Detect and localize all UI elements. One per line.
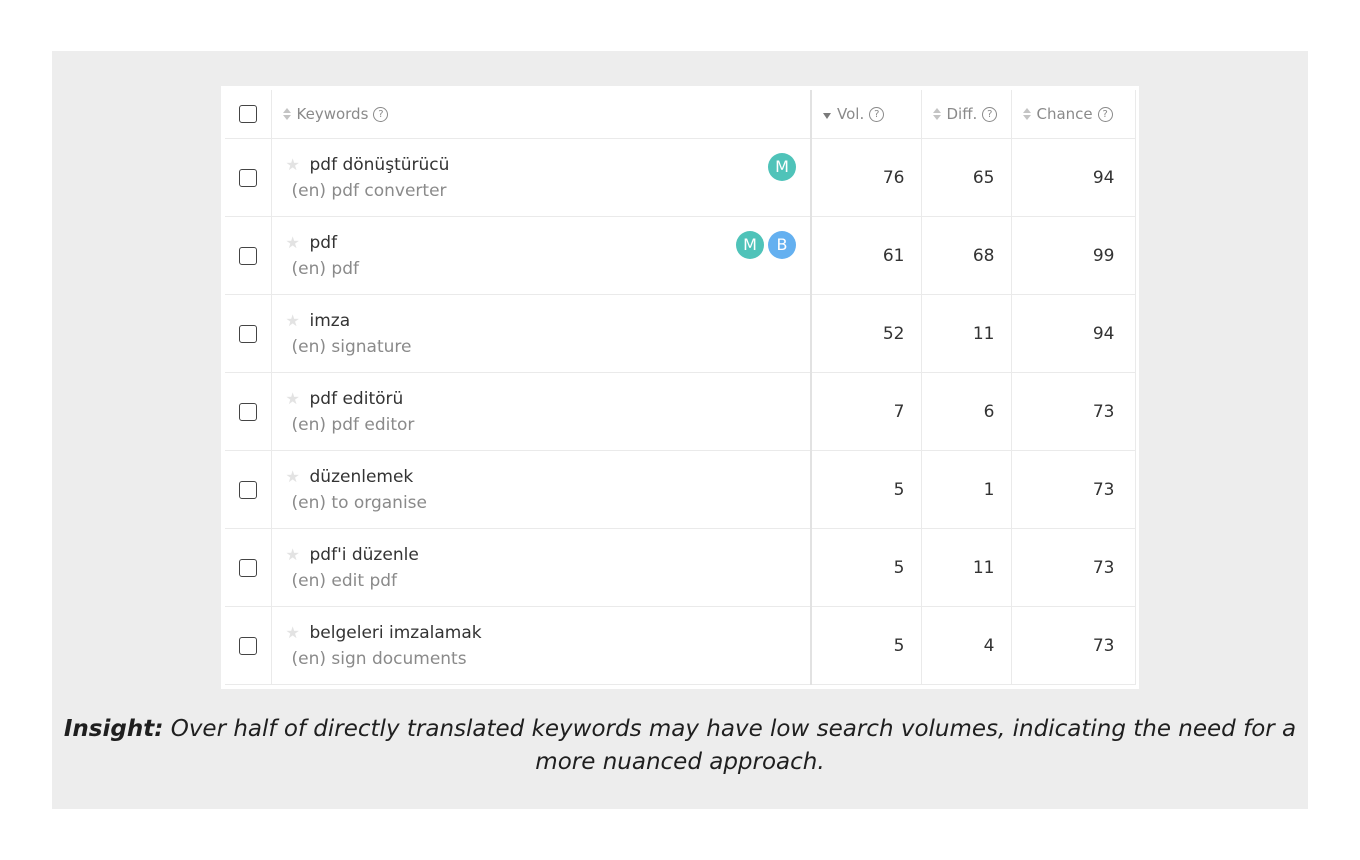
chance-value: 73	[1011, 373, 1135, 451]
table-row[interactable]	[225, 451, 1135, 529]
row-checkbox[interactable]	[239, 403, 257, 421]
diff-value: 11	[921, 295, 1011, 373]
keyword-cell	[271, 607, 811, 685]
vol-value: 52	[811, 295, 921, 373]
row-checkbox[interactable]	[239, 637, 257, 655]
diff-value: 6	[921, 373, 1011, 451]
diff-value: 1	[921, 451, 1011, 529]
sort-desc-icon[interactable]	[822, 107, 832, 121]
diff-header-label: Diff.	[946, 105, 978, 123]
badge-group	[736, 231, 796, 259]
insight-text: Over half of directly translated keywords may have low search volumes, indicating the need for a more nuanced approach.	[163, 716, 1297, 775]
row-checkbox[interactable]	[239, 247, 257, 265]
table-header-row	[225, 90, 1135, 139]
keyword-table	[225, 90, 1136, 685]
keyword-translation: (en) signature	[291, 337, 412, 357]
star-icon[interactable]: ★	[285, 467, 300, 486]
table-row[interactable]	[225, 373, 1135, 451]
sort-icon[interactable]	[932, 107, 942, 121]
star-icon[interactable]: ★	[285, 233, 300, 252]
keyword-translation: (en) pdf converter	[291, 181, 447, 201]
keywords-header-label: Keywords	[296, 105, 369, 123]
keyword-translation: (en) sign documents	[291, 649, 467, 669]
vol-header[interactable]	[811, 90, 921, 139]
assignee-badge[interactable]: M	[768, 153, 796, 181]
keyword-translation: (en) pdf	[291, 259, 359, 279]
chance-header-label: Chance	[1036, 105, 1093, 123]
help-icon[interactable]: ?	[982, 107, 997, 122]
chance-value: 99	[1011, 217, 1135, 295]
table-row[interactable]	[225, 217, 1135, 295]
vol-value: 76	[811, 139, 921, 217]
assignee-badge[interactable]: B	[768, 231, 796, 259]
insight-caption	[52, 713, 1308, 779]
vol-value: 61	[811, 217, 921, 295]
keyword-text: pdf'i düzenle	[309, 545, 419, 565]
keyword-text: imza	[309, 311, 351, 331]
keyword-text: pdf dönüştürücü	[309, 155, 450, 175]
chance-value: 73	[1011, 607, 1135, 685]
keyword-cell	[271, 529, 811, 607]
vol-header-label: Vol.	[837, 105, 865, 123]
keyword-table-card	[221, 86, 1139, 689]
row-select-cell	[225, 139, 271, 217]
help-icon[interactable]: ?	[1098, 107, 1113, 122]
star-icon[interactable]: ★	[285, 389, 300, 408]
keyword-translation: (en) to organise	[291, 493, 427, 513]
table-row[interactable]	[225, 295, 1135, 373]
keyword-cell	[271, 295, 811, 373]
keyword-cell	[271, 373, 811, 451]
row-select-cell	[225, 451, 271, 529]
help-icon[interactable]: ?	[373, 107, 388, 122]
sort-icon[interactable]	[282, 107, 292, 121]
keyword-text: pdf editörü	[309, 389, 404, 409]
badge-group	[768, 153, 796, 181]
diff-header[interactable]	[921, 90, 1011, 139]
star-icon[interactable]: ★	[285, 311, 300, 330]
keyword-text: belgeleri imzalamak	[309, 623, 482, 643]
row-select-cell	[225, 529, 271, 607]
keyword-text: düzenlemek	[309, 467, 414, 487]
keywords-header[interactable]	[271, 90, 811, 139]
star-icon[interactable]: ★	[285, 155, 300, 174]
chance-value: 94	[1011, 295, 1135, 373]
chance-value: 73	[1011, 451, 1135, 529]
row-checkbox[interactable]	[239, 169, 257, 187]
chance-value: 94	[1011, 139, 1135, 217]
keyword-cell	[271, 451, 811, 529]
chance-value: 73	[1011, 529, 1135, 607]
select-all-checkbox[interactable]	[239, 105, 257, 123]
help-icon[interactable]: ?	[869, 107, 884, 122]
table-row[interactable]	[225, 529, 1135, 607]
star-icon[interactable]: ★	[285, 545, 300, 564]
keyword-cell	[271, 139, 811, 217]
row-select-cell	[225, 295, 271, 373]
diff-value: 68	[921, 217, 1011, 295]
row-select-cell	[225, 217, 271, 295]
chance-header[interactable]	[1011, 90, 1135, 139]
vol-value: 5	[811, 529, 921, 607]
table-row[interactable]	[225, 139, 1135, 217]
row-checkbox[interactable]	[239, 559, 257, 577]
keyword-cell	[271, 217, 811, 295]
diff-value: 4	[921, 607, 1011, 685]
table-row[interactable]	[225, 607, 1135, 685]
vol-value: 7	[811, 373, 921, 451]
row-select-cell	[225, 607, 271, 685]
diff-value: 11	[921, 529, 1011, 607]
assignee-badge[interactable]: M	[736, 231, 764, 259]
keyword-translation: (en) pdf editor	[291, 415, 415, 435]
diff-value: 65	[921, 139, 1011, 217]
vol-value: 5	[811, 451, 921, 529]
row-checkbox[interactable]	[239, 481, 257, 499]
keyword-text: pdf	[309, 233, 338, 253]
row-select-cell	[225, 373, 271, 451]
sort-icon[interactable]	[1022, 107, 1032, 121]
row-checkbox[interactable]	[239, 325, 257, 343]
star-icon[interactable]: ★	[285, 623, 300, 642]
select-all-cell	[225, 90, 271, 139]
vol-value: 5	[811, 607, 921, 685]
keyword-translation: (en) edit pdf	[291, 571, 398, 591]
insight-label: Insight:	[63, 716, 164, 742]
